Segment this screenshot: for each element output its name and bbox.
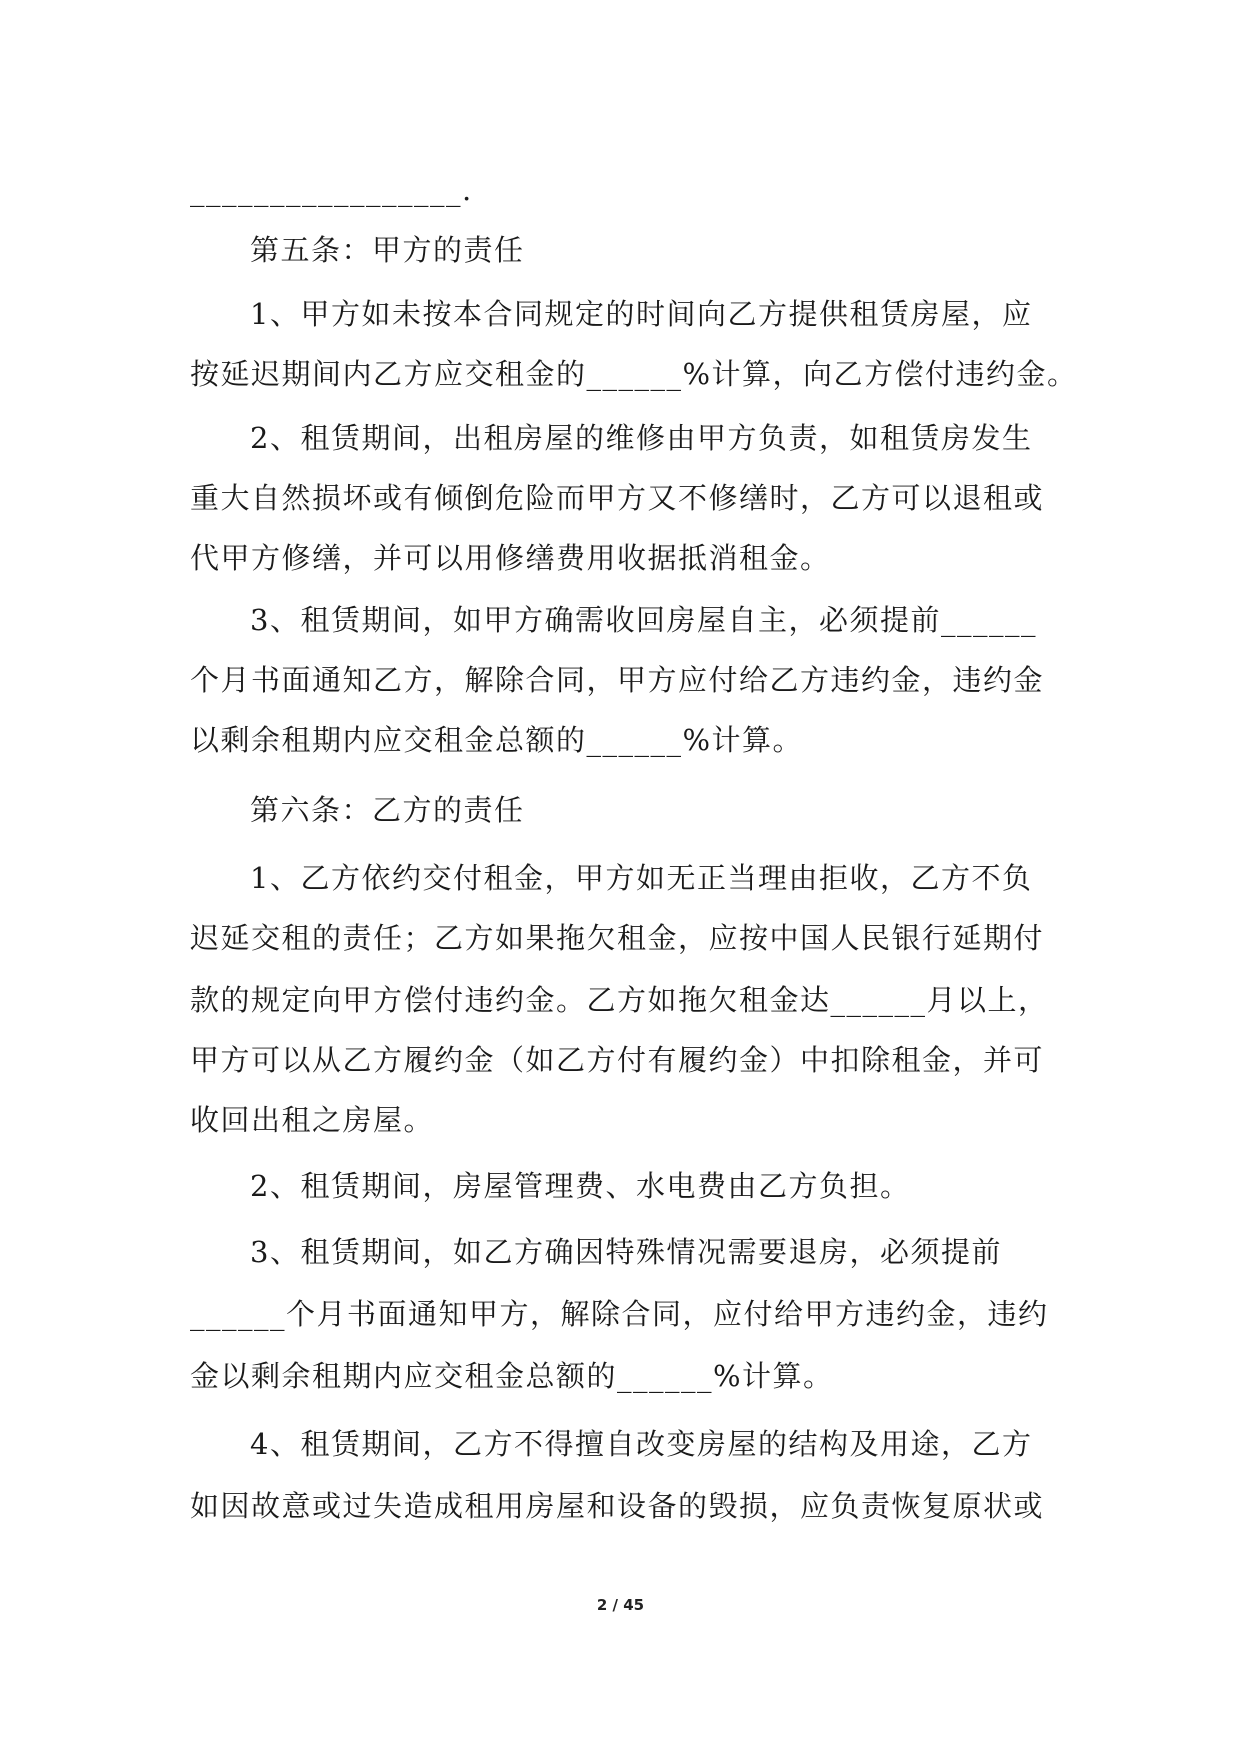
page-number: 2 / 45: [596, 1596, 645, 1614]
section-heading-6: 第六条：乙方的责任: [250, 793, 525, 827]
paragraph-line: 1、乙方依约交付租金，甲方如无正当理由拒收，乙方不负: [250, 861, 1033, 895]
blank-line: _________________.: [190, 173, 473, 207]
section-heading-5: 第五条：甲方的责任: [250, 233, 525, 267]
paragraph-line: 4、租赁期间，乙方不得擅自改变房屋的结构及用途，乙方: [250, 1427, 1033, 1461]
paragraph-line: 甲方可以从乙方履约金（如乙方付有履约金）中扣除租金，并可: [190, 1043, 1045, 1077]
paragraph-line: 收回出租之房屋。: [190, 1103, 435, 1137]
paragraph-line: 款的规定向甲方偿付违约金。乙方如拖欠租金达______月以上，: [190, 983, 1049, 1017]
paragraph-line: 3、租赁期间，如乙方确因特殊情况需要退房，必须提前: [250, 1235, 1002, 1269]
paragraph-line: 如因故意或过失造成租用房屋和设备的毁损，应负责恢复原状或: [190, 1489, 1045, 1523]
paragraph-line: 代甲方修缮，并可以用修缮费用收据抵消租金。: [190, 541, 831, 575]
paragraph-line: 个月书面通知乙方，解除合同，甲方应付给乙方违约金，违约金: [190, 663, 1045, 697]
paragraph-line: 2、租赁期间，出租房屋的维修由甲方负责，如租赁房发生: [250, 421, 1033, 455]
paragraph-line: 重大自然损坏或有倾倒危险而甲方又不修缮时，乙方可以退租或: [190, 481, 1045, 515]
paragraph-line: 以剩余租期内应交租金总额的______%计算。: [190, 723, 804, 757]
paragraph-line: 按延迟期间内乙方应交租金的______%计算，向乙方偿付违约金。: [190, 357, 1078, 391]
paragraph-line: 1、甲方如未按本合同规定的时间向乙方提供租赁房屋，应: [250, 297, 1033, 331]
paragraph-line: ______个月书面通知甲方，解除合同，应付给甲方违约金，违约: [190, 1297, 1049, 1331]
paragraph-line: 迟延交租的责任；乙方如果拖欠租金，应按中国人民银行延期付: [190, 921, 1045, 955]
paragraph-line: 3、租赁期间，如甲方确需收回房屋自主，必须提前______: [250, 603, 1037, 637]
paragraph-line: 2、租赁期间，房屋管理费、水电费由乙方负担。: [250, 1169, 911, 1203]
paragraph-line: 金以剩余租期内应交租金总额的______%计算。: [190, 1359, 834, 1393]
